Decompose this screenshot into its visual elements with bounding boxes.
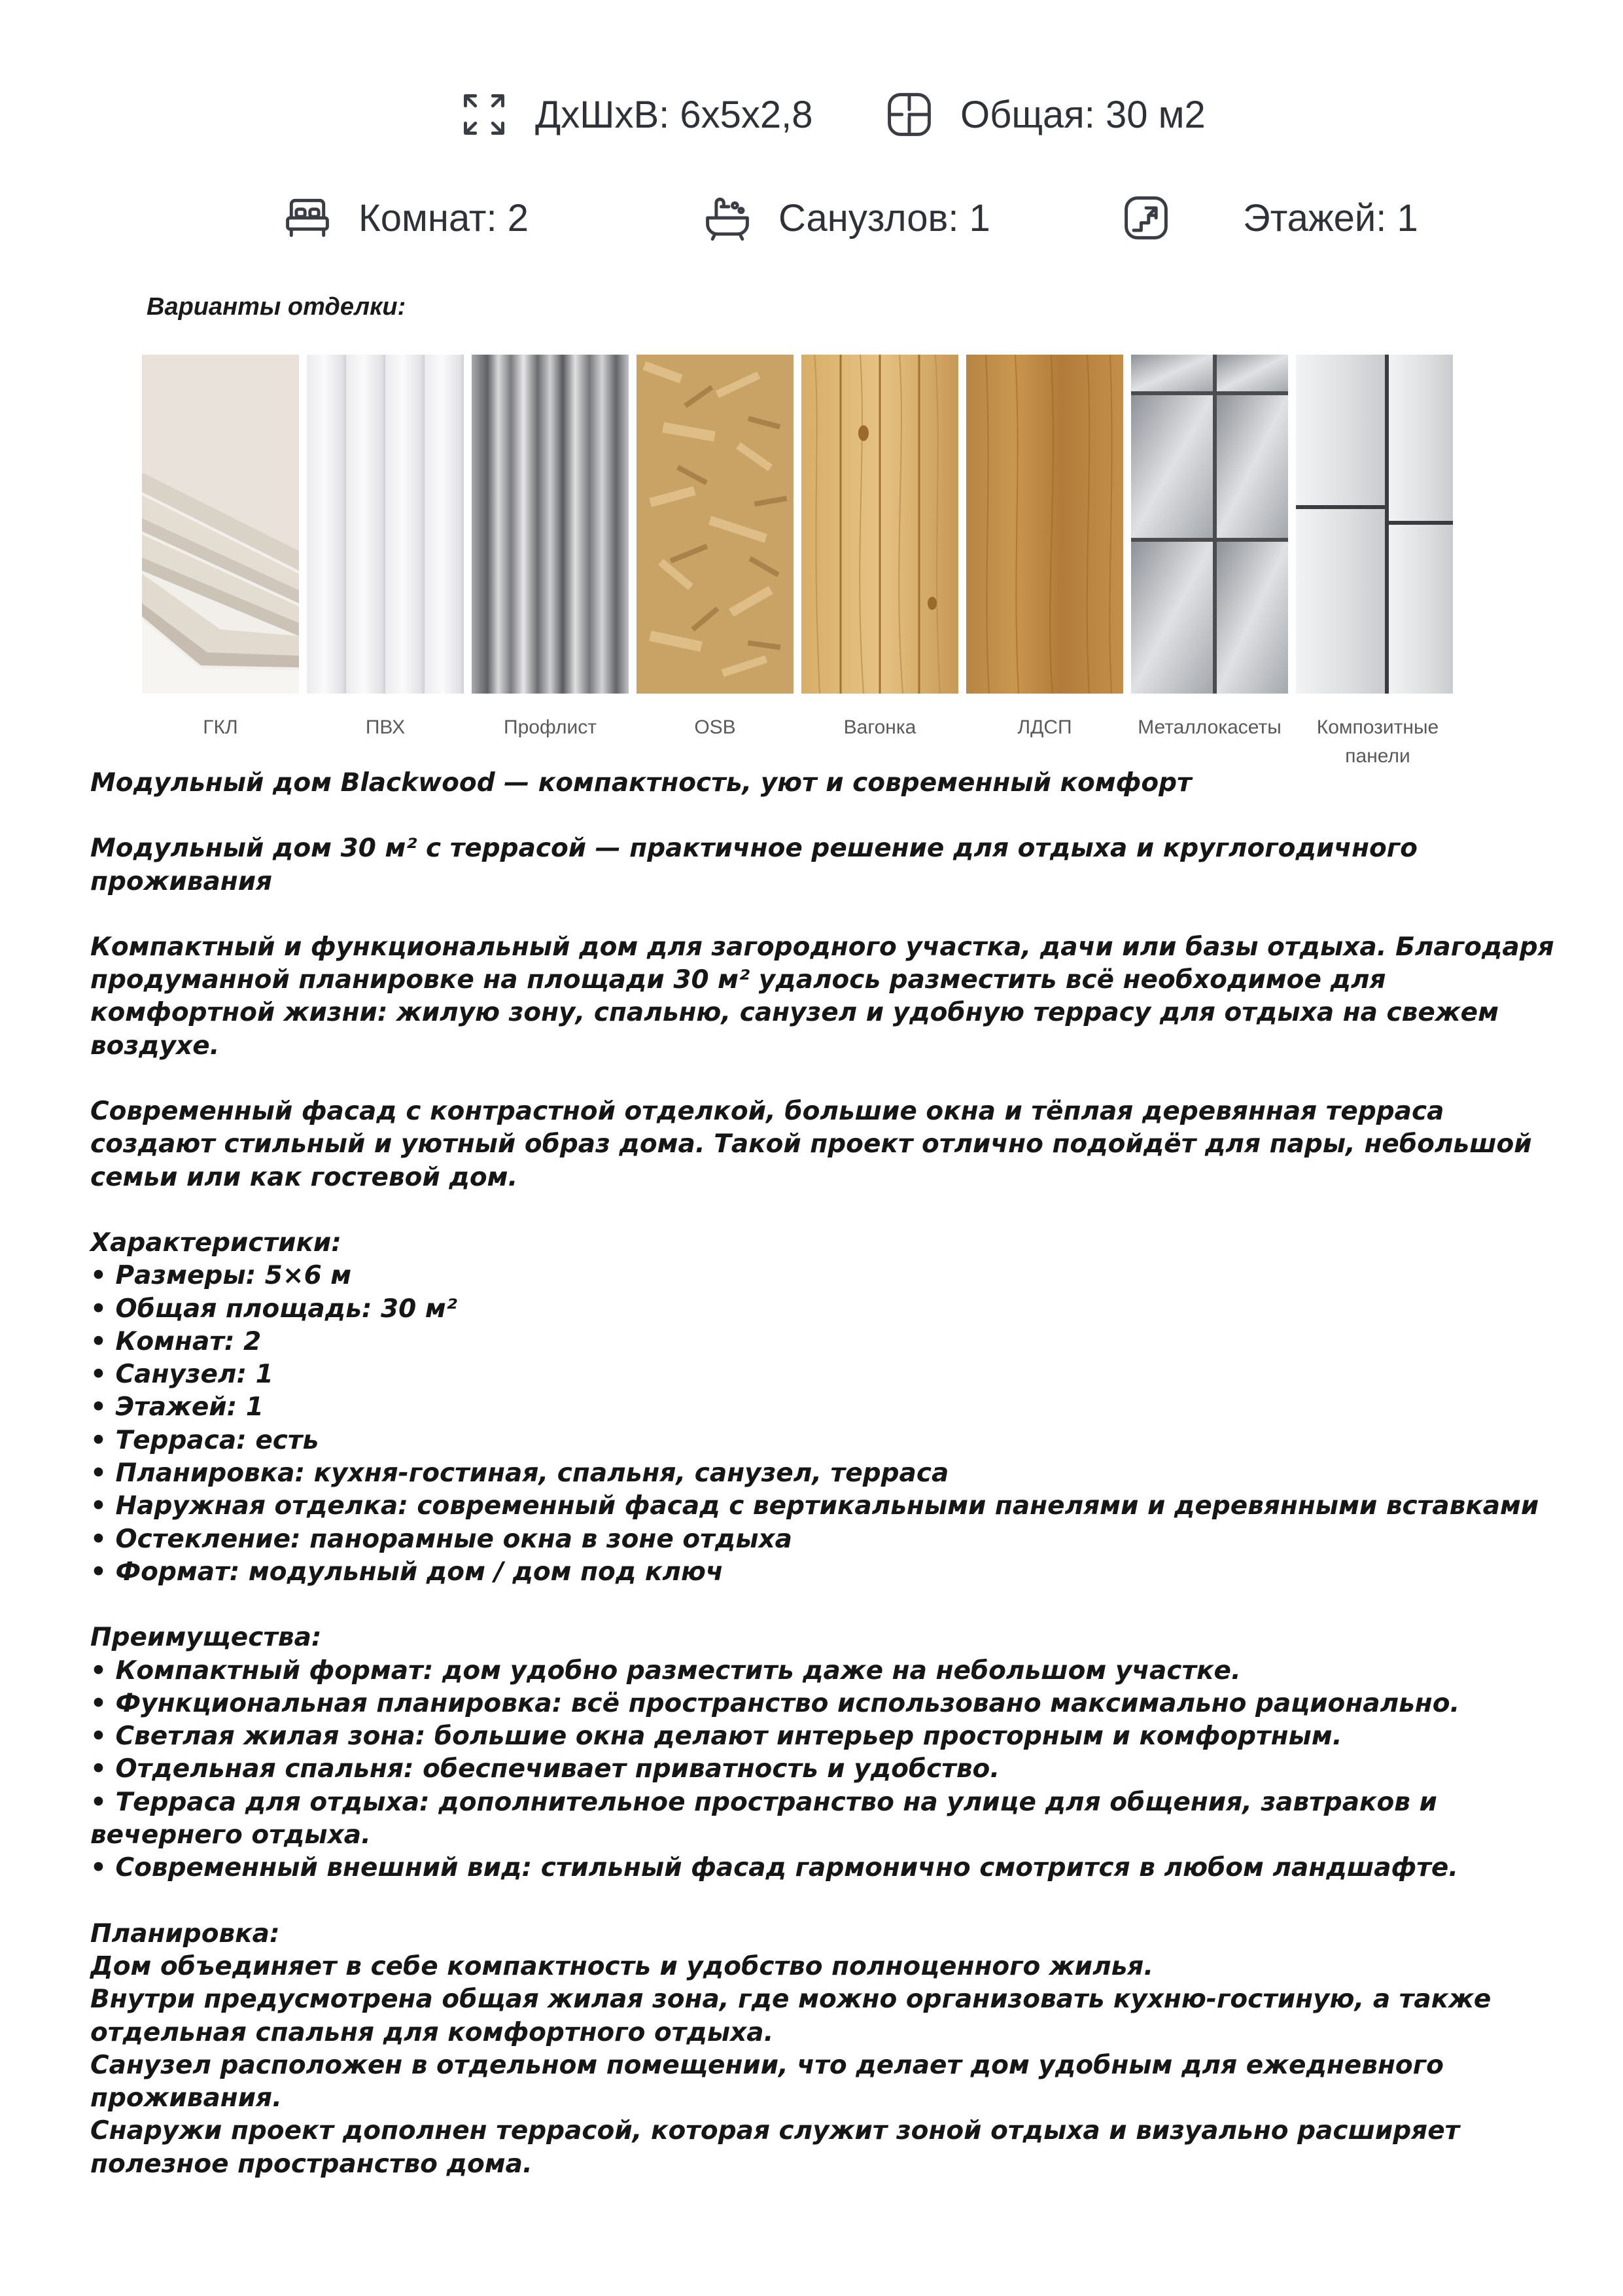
spec-floors-text: Этажей: 1 [1243,196,1418,239]
spec-bathrooms [701,182,990,254]
swatch-label-metallokasety: Металлокасеты [1138,716,1282,738]
swatch-ldsp [966,355,1123,694]
advantage-item: • Терраса для отдыха: дополнительное пространство на улице для общения, завтраков и вечернего отдыха. [90,1787,1437,1850]
swatch-label-vagonka: Вагонка [843,716,916,738]
characteristic-item: • Комнат: 2 [90,1326,262,1356]
swatch-label-proflist: Профлист [504,716,597,738]
swatch-pvh [307,355,464,694]
spec-floors [1120,182,1418,254]
characteristic-item: • Остекление: панорамные окна в зоне отдыха [90,1524,792,1554]
layout-item: Санузел расположен в отдельном помещении, что делает дом удобным для ежедневного проживания. [90,2050,1444,2113]
finish-swatches [142,355,1450,695]
advantage-item: • Современный внешний вид: стильный фасад гармонично смотрится в любом ландшафте. [90,1853,1459,1883]
spec-area-text: Общая: 30 м2 [960,93,1206,136]
description [90,767,1556,2181]
swatch-vagonka [801,355,958,694]
bed-icon [281,192,334,244]
stairs-icon [1120,192,1172,244]
spec-area [883,79,1206,150]
specs-row-2 [0,182,1623,254]
spec-dimensions-text: ДхШхВ: 6х5х2,8 [535,93,813,136]
swatch-metallokasety [1131,355,1288,694]
bathtub-icon [701,192,754,244]
floor-plan-icon [883,88,935,141]
spec-bathrooms-text: Санузлов: 1 [778,196,990,239]
layout-item: Дом объединяет в себе компактность и удобство полноценного жилья. [90,1951,1154,1981]
swatch-gkl [142,355,299,694]
swatch-osb [637,355,794,694]
expand-arrows-icon [458,88,510,141]
characteristic-item: • Этажей: 1 [90,1392,264,1422]
spec-dimensions [458,79,813,150]
swatch-label-gkl: ГКЛ [203,716,238,738]
characteristic-item: • Формат: модульный дом / дом под ключ [90,1557,724,1587]
characteristic-item: • Терраса: есть [90,1425,319,1455]
characteristic-item: • Размеры: 5×6 м [90,1261,352,1291]
advantage-item: • Функциональная планировка: всё пространство использовано максимально рационально. [90,1688,1460,1718]
description-heading: Модульный дом Blackwood — компактность, уют и современный комфорт [90,768,1192,798]
swatch-label-osb: OSB [694,716,736,738]
advantage-item: • Компактный формат: дом удобно разместить даже на небольшом участке. [90,1655,1241,1686]
swatch-label-pvh: ПВХ [365,716,406,738]
spec-rooms [281,182,529,254]
swatch-kompozitnye [1296,355,1453,694]
spec-rooms-text: Комнат: 2 [358,196,529,239]
swatch-proflist [472,355,629,694]
description-intro: Компактный и функциональный дом для загородного участка, дачи или базы отдыха. Благодаря продуманной планировке на площади 30 м² удалось разместить всё необходимое для комфортной жизни: жилую зону, спальню, санузел и удобную террасу для отдыха на свежем воздухе. [90,932,1554,1061]
description-facade: Современный фасад с контрастной отделкой, большие окна и тёплая деревянная терраса создают стильный и уютный образ дома. Такой проект отлично подойдёт для пары, небольшой семьи или как гостевой дом. [90,1097,1532,1192]
finish-options-title: Варианты отделки: [147,293,406,321]
description-subheading: Модульный дом 30 м² с террасой — практичное решение для отдыха и круглогодичного проживания [90,834,1418,896]
specs-row-1 [0,79,1623,150]
layout-item: Внутри предусмотрена общая жилая зона, где можно организовать кухню-гостиную, а также отдельная спальня для комфортного отдыха. [90,1985,1492,2047]
characteristic-item: • Наружная отделка: современный фасад с вертикальными панелями и деревянными вставками [90,1491,1539,1521]
advantage-item: • Отдельная спальня: обеспечивает приватность и удобство. [90,1754,1000,1784]
advantage-item: • Светлая жилая зона: большие окна делают интерьер просторным и комфортным. [90,1722,1342,1752]
layout-item: Снаружи проект дополнен террасой, которая служит зоной отдыха и визуально расширяет полезное пространство дома. [90,2116,1460,2179]
layout-title: Планировка: [90,1918,280,1949]
swatch-label-ldsp: ЛДСП [1017,716,1072,738]
characteristic-item: • Планировка: кухня-гостиная, спальня, санузел, терраса [90,1458,949,1489]
characteristic-item: • Санузел: 1 [90,1360,273,1390]
advantages-title: Преимущества: [90,1623,322,1653]
characteristic-item: • Общая площадь: 30 м² [90,1294,457,1324]
characteristics-title: Характеристики: [90,1227,341,1258]
swatch-label-kompozitnye: Композитные панели [1316,716,1439,767]
